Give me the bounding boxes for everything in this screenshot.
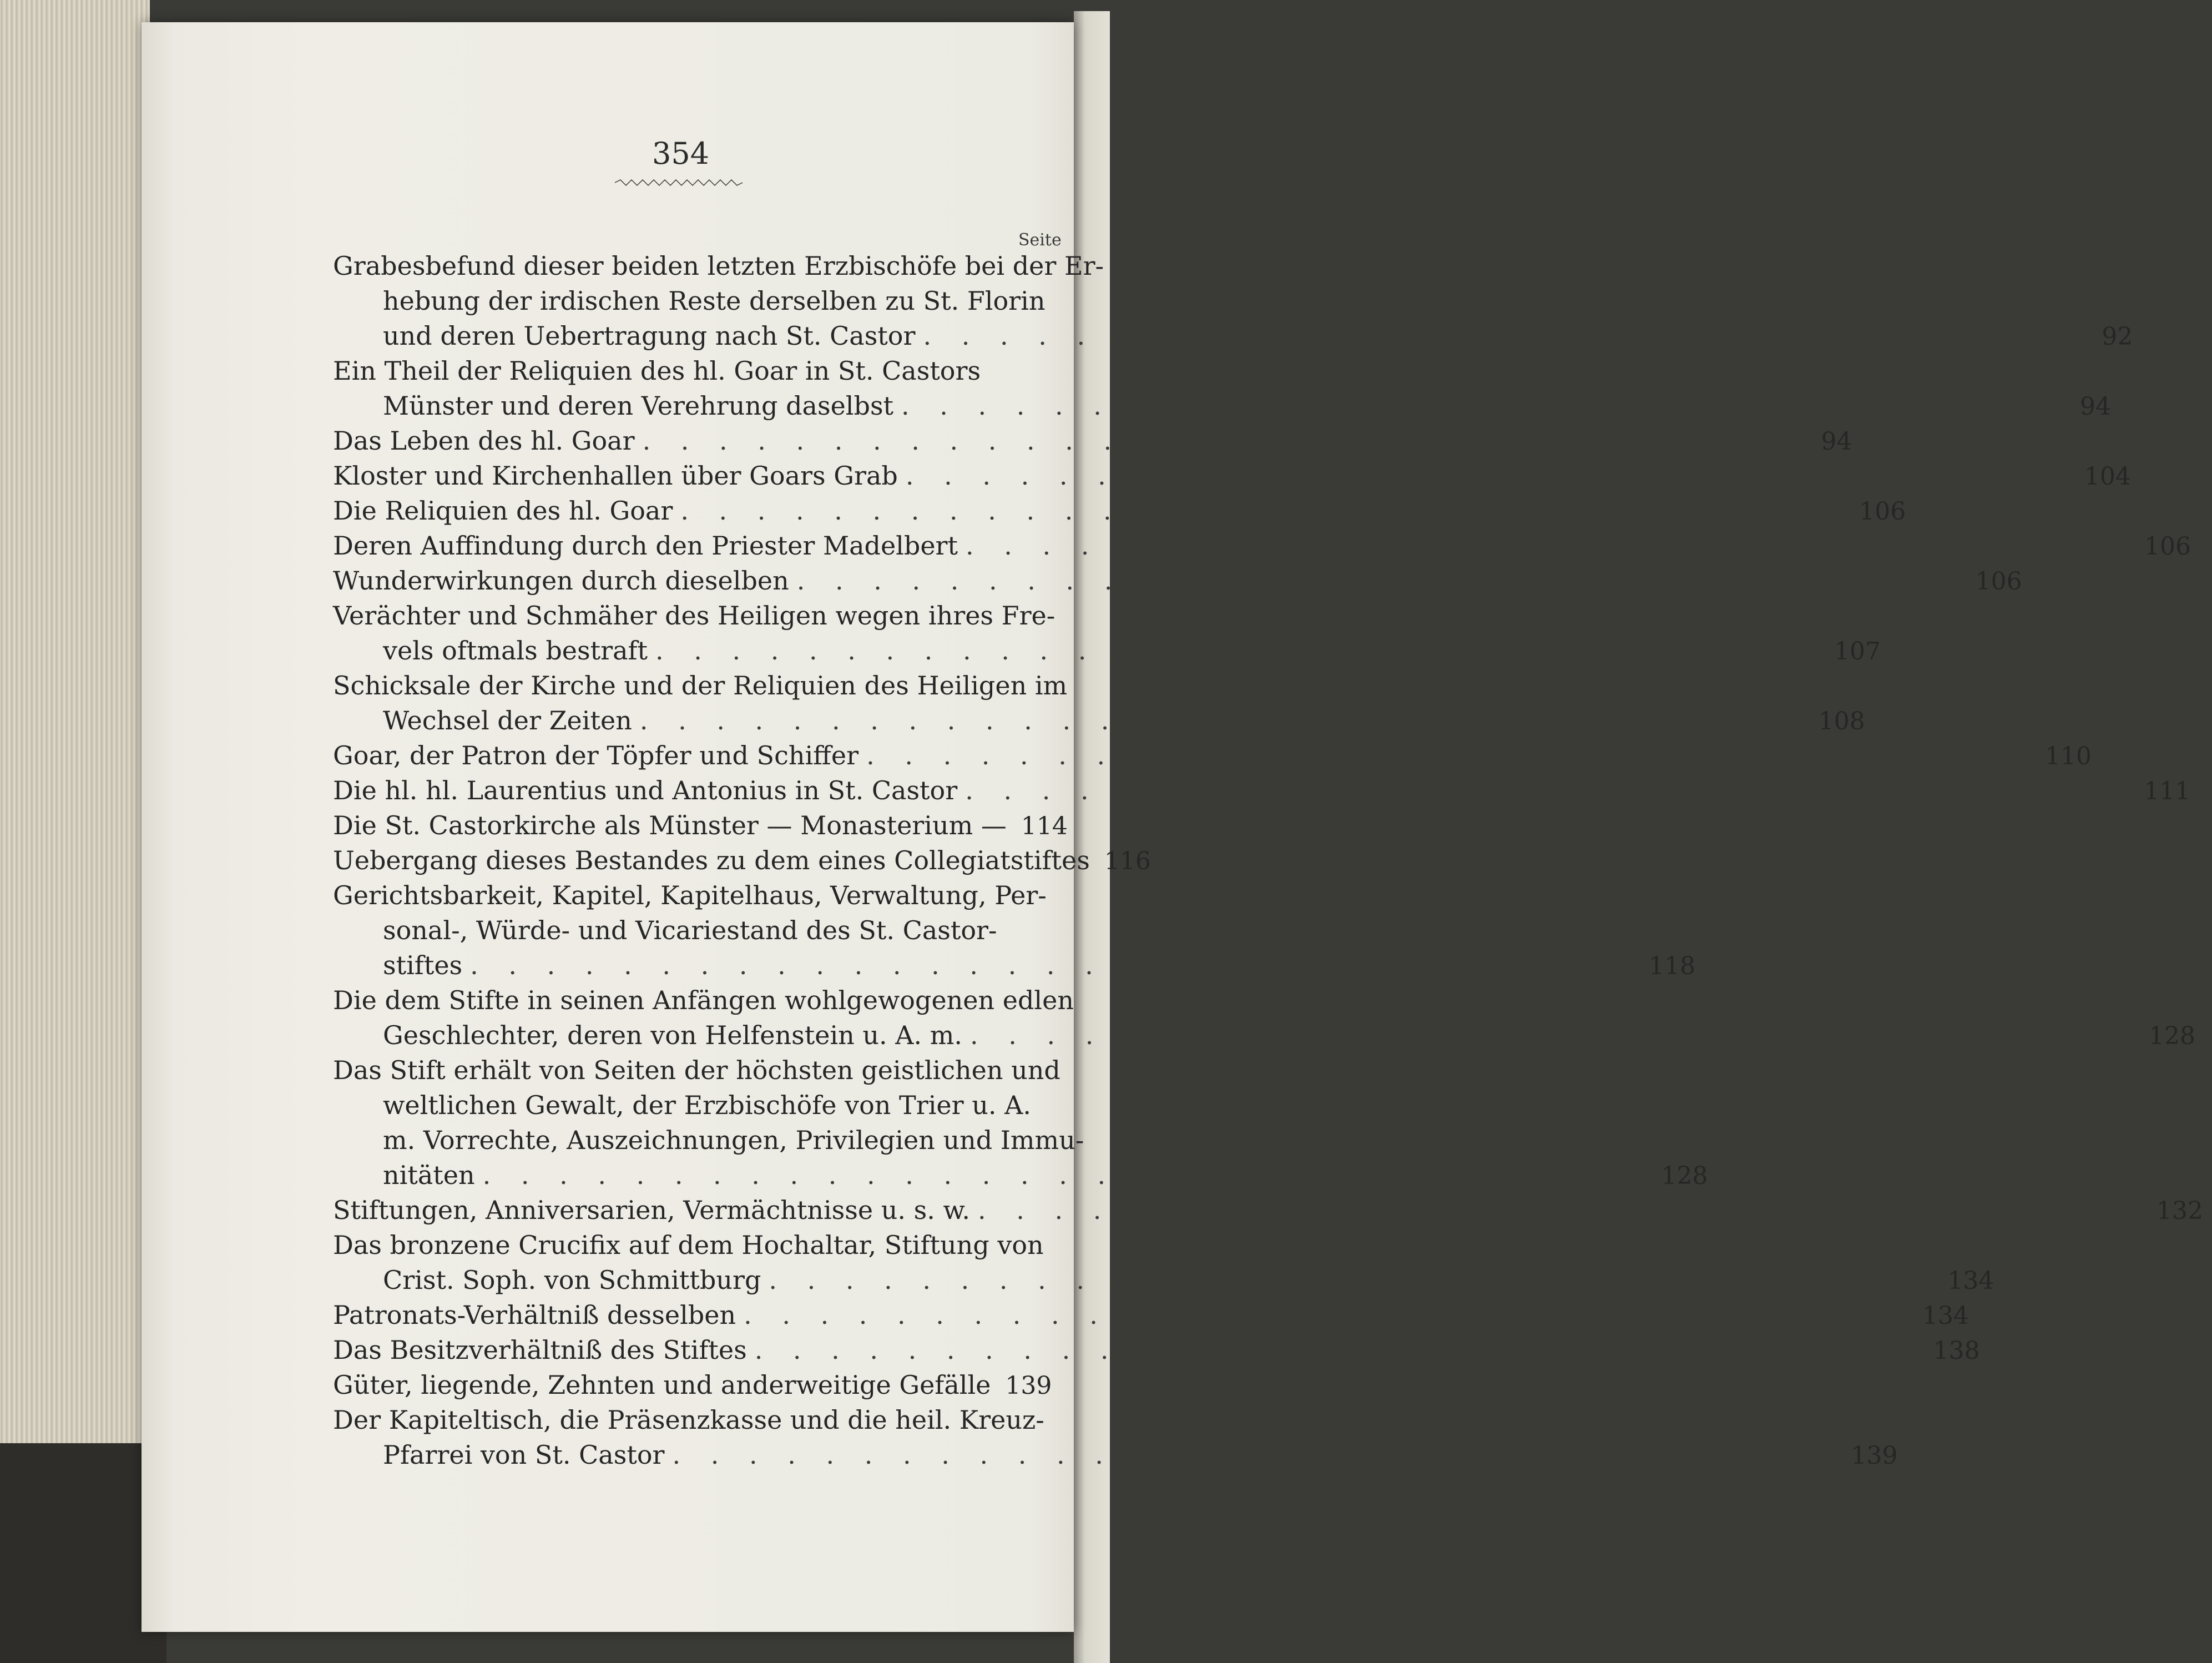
- toc-entry-continuation: [305, 1158, 1708, 1193]
- toc-entry-continuation: [305, 633, 1881, 668]
- toc-entry-title: [305, 878, 1054, 913]
- toc-entry: [305, 738, 2092, 773]
- toc-page-number: 116: [1104, 847, 1151, 875]
- toc-entry-text: Die Reliquien des hl. Goar: [333, 496, 673, 526]
- dot-leader: . . . . . . . . . . . . . . . . . . . . . . . . . . . . . . .: [966, 531, 2138, 561]
- ornament-divider: [615, 179, 743, 187]
- toc-entry-title: [305, 354, 1054, 389]
- toc-entry-text: Güter, liegende, Zehnten und anderweitige Gefälle: [333, 1370, 991, 1400]
- toc-entry-text: Die hl. hl. Laurentius und Antonius in St. Castor: [333, 775, 958, 805]
- toc-page-number: 92: [2102, 322, 2133, 351]
- toc-entry-text: Pfarrei von St. Castor: [383, 1440, 665, 1470]
- toc-entry: [305, 808, 1068, 843]
- toc-page-number: 106: [2144, 532, 2191, 561]
- toc-entry-text: sonal-, Würde- und Vicariestand des St. Castor-: [383, 915, 997, 945]
- toc-entry-title: [305, 1298, 1969, 1333]
- dot-leader: . . . . . . . . . . . . . . . . . . . . . . . . . . . . . . .: [769, 1265, 1941, 1295]
- toc-entry-continuation: [305, 1263, 1994, 1298]
- toc-entry-text: Die dem Stifte in seinen Anfängen wohlgewogenen edlen: [333, 985, 1074, 1015]
- toc-entry-title: [305, 773, 2191, 808]
- toc-entry: [305, 1368, 1054, 1403]
- toc-entry-title: [305, 458, 2131, 493]
- toc-entry: [305, 843, 1151, 878]
- toc-entry-text: Stiftungen, Anniversarien, Vermächtnisse u. s. w.: [333, 1195, 971, 1225]
- toc-entry: [305, 493, 1906, 528]
- toc-entry-text: nitäten: [383, 1160, 475, 1190]
- toc-entry-text: Die St. Castorkirche als Münster — Monasterium —: [333, 810, 1007, 840]
- toc-page-number: 104: [2084, 462, 2131, 491]
- toc-entry: [305, 424, 1852, 458]
- toc-entry: [305, 878, 1696, 983]
- toc-entry-text: stiftes: [383, 950, 463, 980]
- toc-entry: [305, 1228, 1994, 1298]
- toc-entry-title: [305, 1193, 2203, 1228]
- toc-entry-text: Verächter und Schmäher des Heiligen wegen ihres Fre-: [333, 601, 1056, 631]
- toc-entry-title: [305, 528, 2191, 563]
- toc-page-number: 108: [1818, 707, 1865, 735]
- dot-leader: . . . . . . . . . . . . . . . . . . . . . . . . . . . . . . .: [754, 1335, 1927, 1365]
- toc-entry-title: [305, 598, 1054, 633]
- toc-entry-title: [305, 738, 2092, 773]
- toc-entry-text: Grabesbefund dieser beiden letzten Erzbischöfe bei der Er-: [333, 251, 1104, 281]
- toc-entry-text: Ein Theil der Reliquien des hl. Goar in St. Castors: [333, 356, 981, 386]
- toc-entry-text: Kloster und Kirchenhallen über Goars Grab: [333, 461, 898, 491]
- toc-page-number: 114: [1021, 812, 1068, 840]
- toc-entry-title: [305, 808, 1068, 843]
- toc-entry-title: [305, 843, 1151, 878]
- toc-entry-title: [305, 249, 1104, 284]
- dot-leader: . . . . . . . . . . . . . . . . . . . . . . . . . . . . . . .: [655, 636, 1827, 666]
- toc-entry: [305, 1333, 1980, 1368]
- toc-entry-text: hebung der irdischen Reste derselben zu St. Florin: [383, 286, 1046, 316]
- dot-leader: . . . . . . . . . . . . . . . . . . . . . . . . . . . . . . .: [470, 950, 1643, 980]
- toc-page-number: 134: [1922, 1302, 1969, 1330]
- toc-page-number: 107: [1834, 637, 1881, 666]
- toc-entry: [305, 563, 2022, 598]
- toc-entry: [305, 354, 2111, 424]
- dot-leader: . . . . . . . . . . . . . . . . . . . . . . . . . . . . . . .: [965, 775, 2138, 805]
- toc-entry-title: [305, 983, 1074, 1018]
- toc-entry-title: [305, 424, 1852, 458]
- toc-entry-continuation: [305, 948, 1696, 983]
- toc-entry-continuation: [305, 1123, 1084, 1158]
- toc-entry-text: Münster und deren Verehrung daselbst: [383, 391, 894, 421]
- column-header-seite: Seite: [1018, 230, 1062, 250]
- dot-leader: . . . . . . . . . . . . . . . . . . . . . . . . . . . . . . .: [482, 1160, 1655, 1190]
- toc-entry-text: weltlichen Gewalt, der Erzbischöfe von Trier u. A.: [383, 1090, 1031, 1120]
- toc-entry-continuation: [305, 1088, 1054, 1123]
- toc-entry-text: Uebergang dieses Bestandes zu dem eines Collegiatstiftes: [333, 845, 1090, 875]
- toc-entry-text: Geschlechter, deren von Helfenstein u. A. m.: [383, 1020, 963, 1050]
- toc-page-number: 134: [1947, 1267, 1994, 1295]
- dot-leader: . . . . . . . . . . . . . . . . . . . . . . . . . . . . . . .: [672, 1440, 1845, 1470]
- toc-entry-continuation: [305, 284, 1054, 319]
- toc-entry: [305, 528, 2191, 563]
- toc-page-number: 110: [2045, 742, 2092, 770]
- dot-leader: . . . . . . . . . . . . . . . . . . . . . . . . . . . . . . .: [866, 740, 2039, 770]
- toc-entry-text: Wunderwirkungen durch dieselben: [333, 566, 789, 596]
- toc-page-number: 94: [1821, 427, 1852, 456]
- dot-leader: . . . . . . . . . . . . . . . . . . . . . . . . . . . . . . .: [796, 566, 1969, 596]
- toc-entry-text: Wechsel der Zeiten: [383, 705, 632, 735]
- toc-entry-continuation: [305, 703, 1865, 738]
- toc-entry: [305, 773, 2191, 808]
- toc-entry-text: Der Kapiteltisch, die Präsenzkasse und die heil. Kreuz-: [333, 1405, 1044, 1435]
- toc-page-number: 94: [2080, 392, 2111, 421]
- toc-page-number: 111: [2144, 777, 2191, 805]
- dot-leader: . . . . . . . . . . . . . . . . . . . . . . . . . . . . . . .: [680, 496, 1853, 526]
- toc-entry-text: Das Stift erhält von Seiten der höchsten geistlichen und: [333, 1055, 1060, 1085]
- dot-leader: . . . . . . . . . . . . . . . . . . . . . . . . . . . . . . .: [901, 391, 2073, 421]
- toc-page-number: 106: [1975, 567, 2022, 596]
- dot-leader: . . . . . . . . . . . . . . . . . . . . . . . . . . . . . . .: [978, 1195, 2150, 1225]
- dot-leader: . . . . . . . . . . . . . . . . . . . . . . . . . . . . . . .: [970, 1020, 2142, 1050]
- book-edge: [0, 0, 150, 1663]
- toc-entry-text: Das Besitzverhältniß des Stiftes: [333, 1335, 747, 1365]
- dot-leader: . . . . . . . . . . . . . . . . . . . . . . . . . . . . . . .: [642, 426, 1815, 456]
- toc-page-number: 118: [1649, 952, 1696, 980]
- toc-entry: [305, 668, 1865, 738]
- toc-entry-title: [305, 1368, 1054, 1403]
- toc-entry-text: Patronats-Verhältniß desselben: [333, 1300, 736, 1330]
- toc-page-number: 132: [2156, 1197, 2203, 1225]
- dot-leader: . . . . . . . . . . . . . . . . . . . . . . . . . . . . . . .: [744, 1300, 1916, 1330]
- toc-entry-text: und deren Uebertragung nach St. Castor: [383, 321, 916, 351]
- toc-entry-title: [305, 563, 2022, 598]
- toc-entry-text: Gerichtsbarkeit, Kapitel, Kapitelhaus, Verwaltung, Per-: [333, 880, 1047, 910]
- dot-leader: . . . . . . . . . . . . . . . . . . . . . . . . . . . . . . .: [639, 705, 1812, 735]
- toc-entry-text: Goar, der Patron der Töpfer und Schiffer: [333, 740, 859, 770]
- toc-entry: [305, 1403, 1898, 1473]
- toc-entry-text: Deren Auffindung durch den Priester Madelbert: [333, 531, 958, 561]
- toc-page-number: 139: [1005, 1372, 1052, 1400]
- toc-entry-continuation: [305, 1438, 1898, 1473]
- toc-entry-text: Crist. Soph. von Schmittburg: [383, 1265, 761, 1295]
- toc-entry-text: Das bronzene Crucifix auf dem Hochaltar, Stiftung von: [333, 1230, 1044, 1260]
- toc-entry: [305, 983, 2195, 1053]
- toc-entry-continuation: [305, 389, 2111, 424]
- toc-page-number: 128: [2148, 1022, 2195, 1050]
- toc-page-number: 139: [1851, 1442, 1898, 1470]
- toc-entry-title: [305, 493, 1906, 528]
- toc-page-number: 128: [1661, 1162, 1708, 1190]
- table-of-contents: [305, 249, 2203, 1473]
- toc-entry-title: [305, 668, 1068, 703]
- toc-entry-text: Das Leben des hl. Goar: [333, 426, 635, 456]
- toc-entry-title: [305, 1403, 1054, 1438]
- toc-entry-title: [305, 1333, 1980, 1368]
- toc-entry-continuation: [305, 1018, 2195, 1053]
- toc-entry: [305, 598, 1881, 668]
- toc-entry-continuation: [305, 913, 1054, 948]
- toc-entry-text: Schicksale der Kirche und der Reliquien des Heiligen im: [333, 671, 1068, 701]
- toc-entry-title: [305, 1053, 1060, 1088]
- toc-entry: [305, 1053, 1708, 1193]
- toc-entry: [305, 458, 2131, 493]
- toc-entry-title: [305, 1228, 1054, 1263]
- toc-page-number: 106: [1859, 497, 1906, 526]
- toc-entry-text: vels oftmals bestraft: [383, 636, 648, 666]
- dot-leader: . . . . . . . . . . . . . . . . . . . . . . . . . . . . . . .: [905, 461, 2078, 491]
- dot-leader: . . . . . . . . . . . . . . . . . . . . . . . . . . . . . . .: [923, 321, 2095, 351]
- page-number: 354: [652, 136, 710, 171]
- toc-entry-continuation: [305, 319, 2133, 354]
- toc-entry: [305, 1193, 2203, 1228]
- toc-entry: [305, 1298, 1969, 1333]
- toc-entry: [305, 249, 2133, 354]
- toc-entry-text: m. Vorrechte, Auszeichnungen, Privilegien und Immu-: [383, 1125, 1084, 1155]
- toc-page-number: 138: [1933, 1337, 1980, 1365]
